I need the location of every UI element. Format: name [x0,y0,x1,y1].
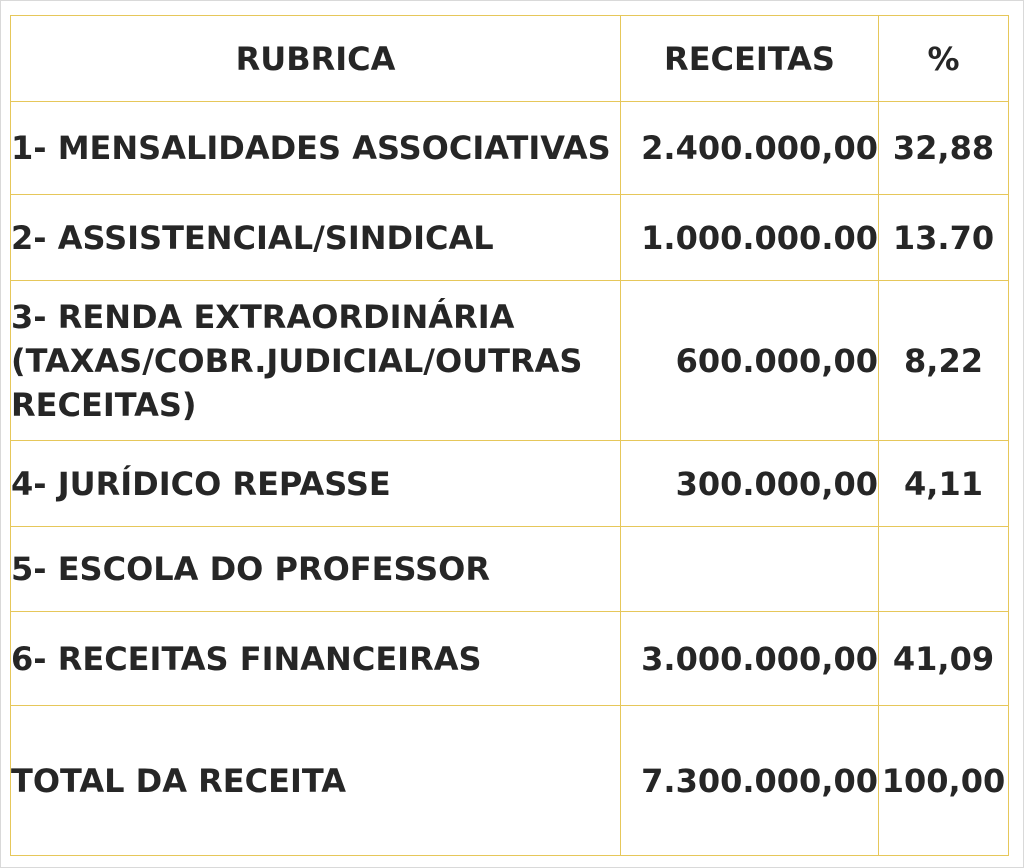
table-row [11,281,1009,441]
rubrica-cell: 5- ESCOLA DO PROFESSOR [11,527,621,612]
percent-cell: 8,22 [879,281,1009,441]
header-receitas: RECEITAS [621,16,879,102]
table-row [11,102,1009,195]
percent-cell: 41,09 [879,612,1009,706]
total-receitas: 7.300.000,00 [621,706,879,856]
total-row [11,706,1009,856]
receitas-cell: 300.000,00 [621,441,879,527]
rubrica-line: (TAXAS/COBR.JUDICIAL/OUTRAS [11,341,583,380]
percent-cell: 4,11 [879,441,1009,527]
header-rubrica: RUBRICA [11,16,621,102]
rubrica-line: 3- RENDA EXTRAORDINÁRIA [11,297,515,336]
table-row [11,441,1009,527]
total-percent: 100,00 [879,706,1009,856]
rubrica-line: RECEITAS) [11,385,197,424]
table-row [11,612,1009,706]
percent-cell: 32,88 [879,102,1009,195]
total-label: TOTAL DA RECEITA [11,706,621,856]
receitas-cell [621,527,879,612]
rubrica-cell [11,281,621,441]
receitas-cell: 3.000.000,00 [621,612,879,706]
table-row [11,195,1009,281]
header-row [11,16,1009,102]
rubrica-cell: 6- RECEITAS FINANCEIRAS [11,612,621,706]
rubrica-cell: 4- JURÍDICO REPASSE [11,441,621,527]
percent-cell [879,527,1009,612]
receitas-cell: 2.400.000,00 [621,102,879,195]
rubrica-cell: 1- MENSALIDADES ASSOCIATIVAS [11,102,621,195]
rubrica-cell: 2- ASSISTENCIAL/SINDICAL [11,195,621,281]
receitas-cell: 600.000,00 [621,281,879,441]
percent-cell: 13.70 [879,195,1009,281]
receitas-cell: 1.000.000.00 [621,195,879,281]
table-row [11,527,1009,612]
header-percent: % [879,16,1009,102]
receitas-table [10,15,1009,856]
